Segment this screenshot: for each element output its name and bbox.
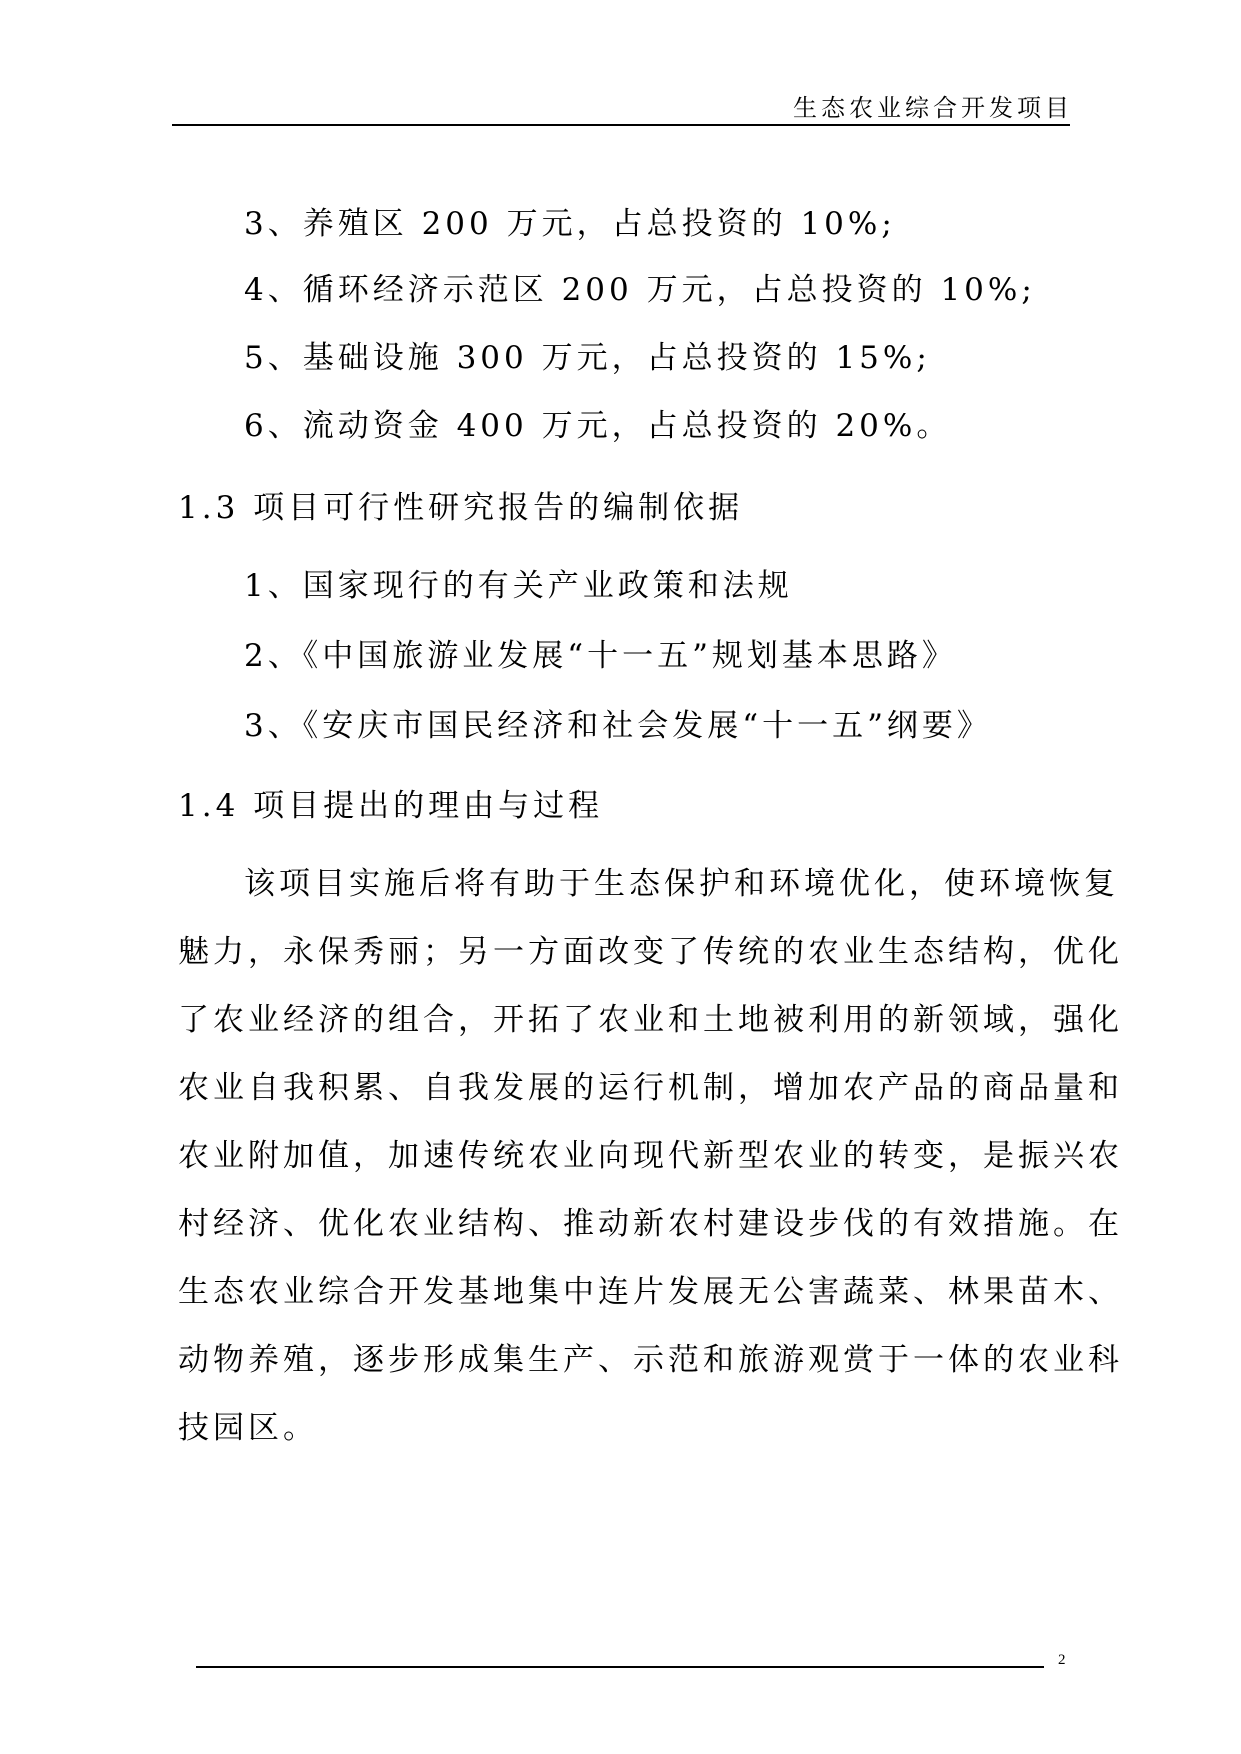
paragraph-line: 技园区。 xyxy=(178,1410,318,1446)
basis-item-1: 1、国家现行的有关产业政策和法规 xyxy=(244,568,793,604)
paragraph-line: 农业附加值，加速传统农业向现代新型农业的转变，是振兴农 xyxy=(178,1138,1123,1174)
paragraph-line: 动物养殖，逐步形成集生产、示范和旅游观赏于一体的农业科 xyxy=(178,1342,1123,1378)
investment-item-6: 6、流动资金 400 万元，占总投资的 20%。 xyxy=(244,408,952,444)
header-title: 生态农业综合开发项目 xyxy=(793,94,1073,122)
basis-item-2: 2、《中国旅游业发展“十一五”规划基本思路》 xyxy=(244,638,957,674)
paragraph-line: 农业自我积累、自我发展的运行机制，增加农产品的商品量和 xyxy=(178,1070,1123,1106)
footer-rule xyxy=(196,1666,1044,1668)
investment-item-4: 4、循环经济示范区 200 万元，占总投资的 10%; xyxy=(244,272,1036,308)
header-rule xyxy=(172,124,1070,126)
investment-item-3: 3、养殖区 200 万元，占总投资的 10%; xyxy=(244,206,896,242)
paragraph-line: 生态农业综合开发基地集中连片发展无公害蔬菜、林果苗木、 xyxy=(178,1274,1123,1310)
paragraph-line: 村经济、优化农业结构、推动新农村建设步伐的有效措施。在 xyxy=(178,1206,1123,1242)
section-heading: 1.4 项目提出的理由与过程 xyxy=(178,788,604,824)
investment-item-5: 5、基础设施 300 万元，占总投资的 15%; xyxy=(244,340,931,376)
paragraph-line: 魅力，永保秀丽；另一方面改变了传统的农业生态结构，优化 xyxy=(178,934,1123,970)
basis-item-3: 3、《安庆市国民经济和社会发展“十一五”纲要》 xyxy=(244,708,992,744)
paragraph-line: 该项目实施后将有助于生态保护和环境优化，使环境恢复 xyxy=(244,866,1119,902)
page-number: 2 xyxy=(1058,1652,1066,1668)
paragraph-line: 了农业经济的组合，开拓了农业和土地被利用的新领域，强化 xyxy=(178,1002,1123,1038)
section-heading: 1.3 项目可行性研究报告的编制依据 xyxy=(178,490,744,526)
